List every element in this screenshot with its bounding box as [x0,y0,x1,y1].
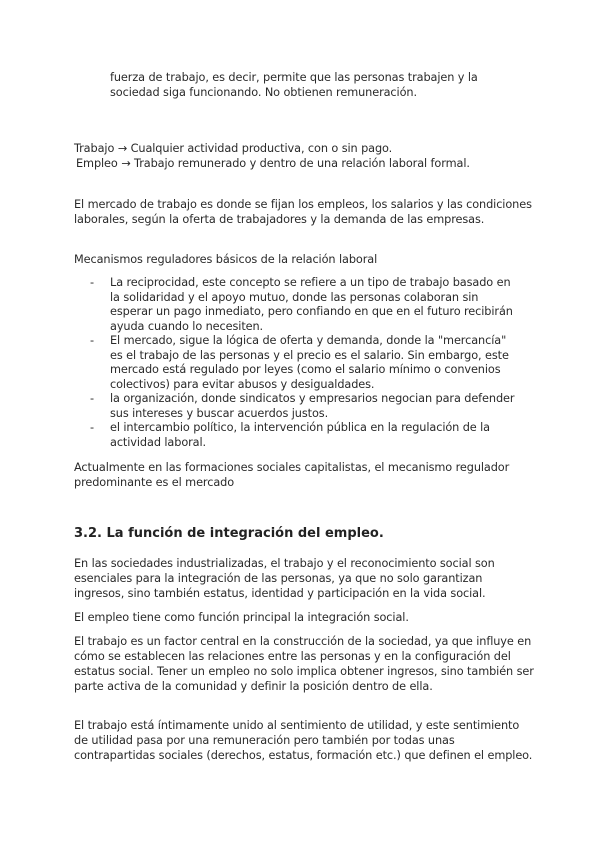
section-heading: 3.2. La función de integración del empleo. [74,526,384,541]
mecanismos-title: Mecanismos reguladores básicos de la relación laboral [74,253,378,266]
definition-trabajo: Trabajo → Cualquier actividad productiva, con o sin pago. [74,142,393,155]
list-item [90,276,520,334]
dash-bullet: - [90,421,94,434]
mecanismos-list [90,276,520,450]
list-item-text: el intercambio político, la intervención pública en la regulación de la actividad laboral. [110,421,491,449]
list-item [90,421,520,450]
dash-bullet: - [90,276,94,289]
intro-continuation: fuerza de trabajo, es decir, permite que las personas trabajen y la sociedad siga funcionando. No obtienen remuneración. [110,71,478,99]
dash-bullet: - [90,334,94,347]
section-paragraph-3: El trabajo es un factor central en la construcción de la sociedad, ya que influye en cómo se establecen las relaciones entre las personas y en la configuración del estatus social. Tener un empleo no solo implica obtener ingresos, sino también ser parte activa de la comunidad y definir la posición dentro de ella. [74,635,534,693]
list-item [90,392,520,421]
list-item-text: La reciprocidad, este concepto se refiere a un tipo de trabajo basado en la solidaridad y el apoyo mutuo, donde las personas colaboran sin esperar un pago inmediato, pero confiando en que en el futuro recibirán ayuda cuando lo necesiten. [110,276,513,333]
list-item [90,334,520,392]
definition-empleo: Empleo → Trabajo remunerado y dentro de una relación laboral formal. [76,157,470,170]
actualmente-paragraph: Actualmente en las formaciones sociales capitalistas, el mecanismo regulador predominante es el mercado [74,461,510,489]
section-paragraph-4: El trabajo está íntimamente unido al sentimiento de utilidad, y este sentimiento de utilidad pasa por una remuneración pero también por todas unas contrapartidas sociales (derechos, estatus, formación etc.) que definen el empleo. [74,719,533,762]
list-item-text: la organización, donde sindicatos y empresarios negocian para defender sus intereses y buscar acuerdos justos. [110,392,515,420]
section-paragraph-1: En las sociedades industrializadas, el trabajo y el reconocimiento social son esenciales para la integración de las personas, ya que no solo garantizan ingresos, sino también estatus, identidad y participación en la vida social. [74,557,495,600]
dash-bullet: - [90,392,94,405]
list-item-text: El mercado, sigue la lógica de oferta y demanda, donde la "mercancía" es el trabajo de las personas y el precio es el salario. Sin embargo, este mercado está regulado por leyes (como el salario mínimo o convenios colectivos) para evitar abusos y desigualdades. [110,334,509,391]
mercado-paragraph: El mercado de trabajo es donde se fijan los empleos, los salarios y las condiciones laborales, según la oferta de trabajadores y la demanda de las empresas. [74,198,532,226]
section-paragraph-2: El empleo tiene como función principal la integración social. [74,611,409,624]
